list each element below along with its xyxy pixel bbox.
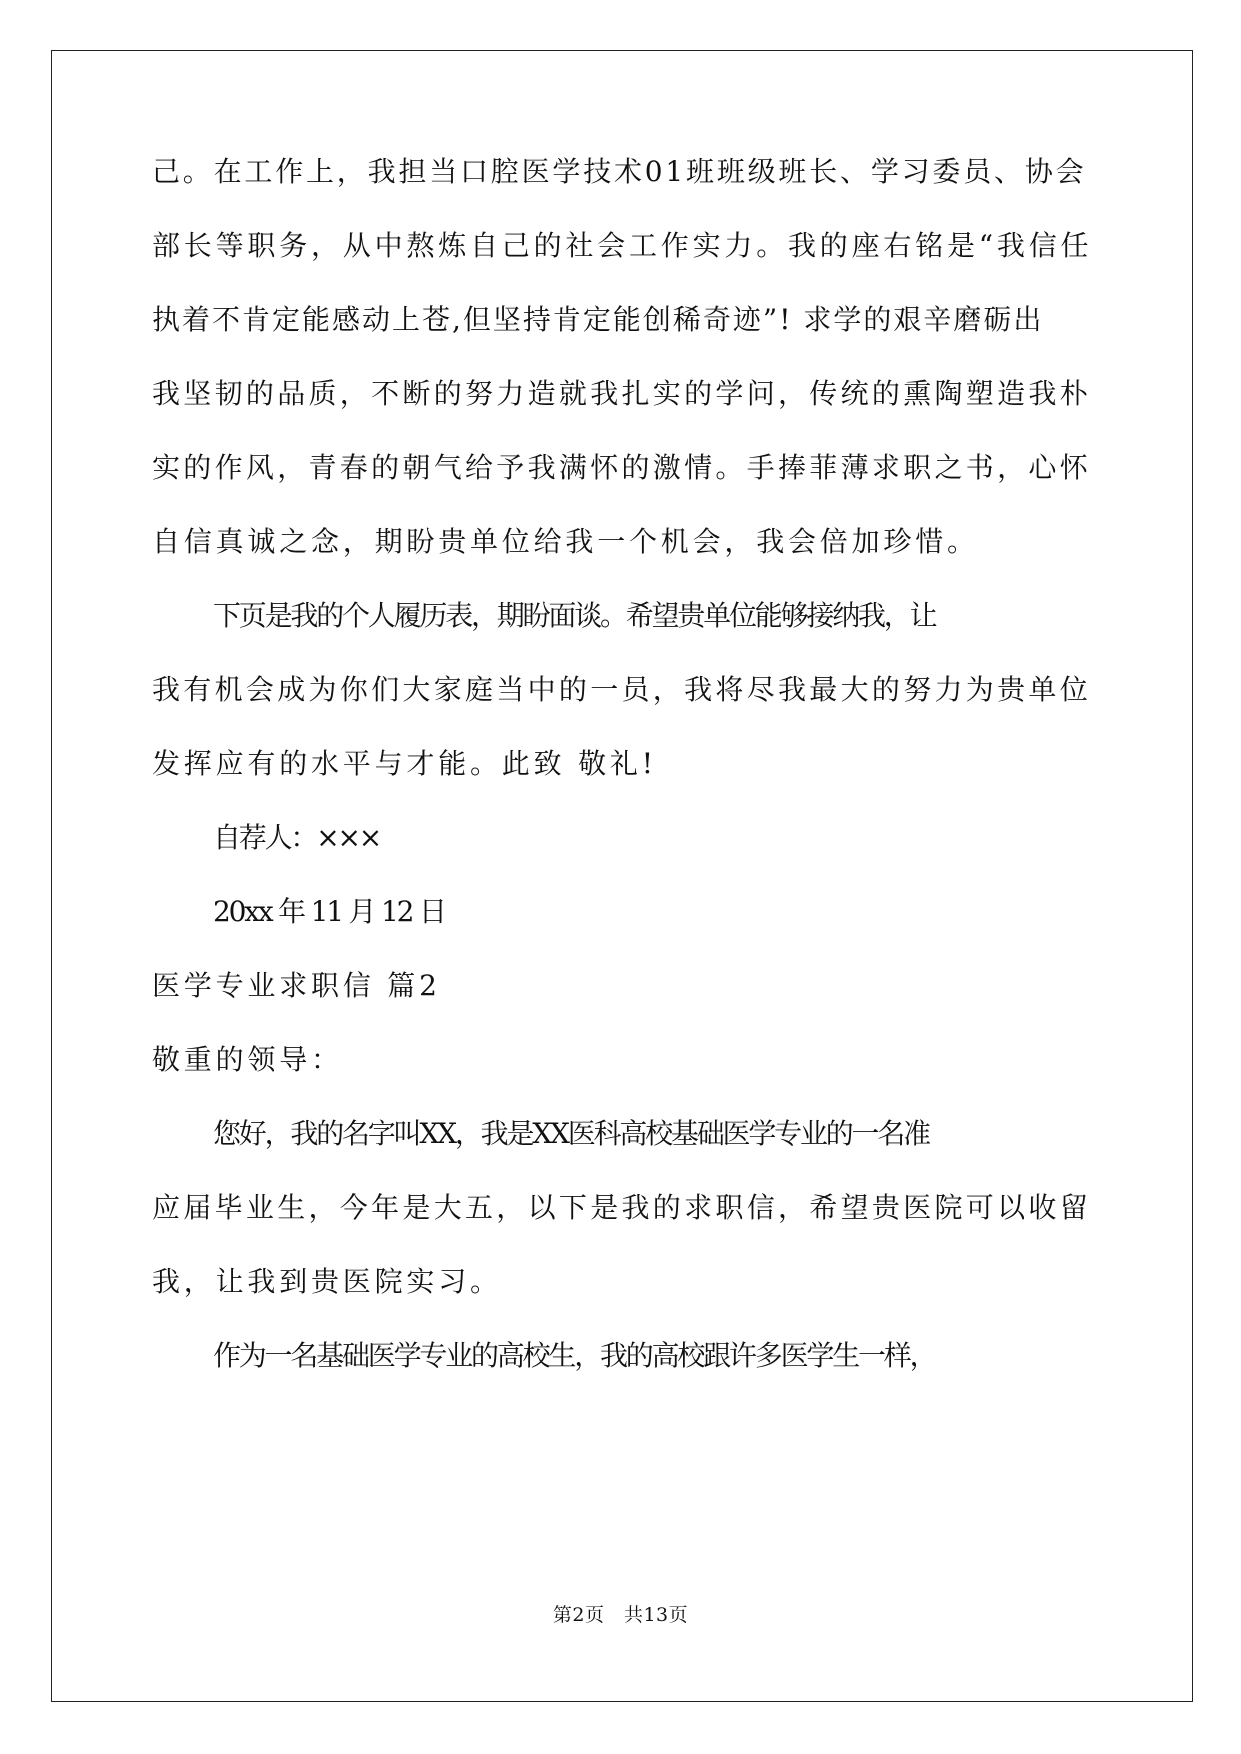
body-text-line: 下页是我的个人履历表，期盼面谈。希望贵单位能够接纳我，让 xyxy=(213,599,936,632)
section-heading: 医学专业求职信 篇2 xyxy=(152,969,441,1002)
page-number-footer: 第2页 共13页 xyxy=(552,1604,689,1626)
page-border xyxy=(51,50,1193,1702)
signature-line: 自荐人：××× xyxy=(213,821,380,854)
body-text-line: 部长等职务，从中熬炼自己的社会工作实力。我的座右铭是“我信任 xyxy=(152,229,1093,262)
body-text-line: 我坚韧的品质，不断的努力造就我扎实的学问，传统的熏陶塑造我朴 xyxy=(152,377,1092,410)
body-text-line: 我，让我到贵医院实习。 xyxy=(152,1265,502,1298)
body-text-line: 作为一名基础医学专业的高校生，我的高校跟许多医学生一样， xyxy=(213,1339,936,1372)
body-text-line: 执着不肯定能感动上苍,但坚持肯定能创稀奇迹”! 求学的艰辛磨砺出 xyxy=(152,303,1044,336)
body-text-line: 发挥应有的水平与才能。此致 敬礼! xyxy=(152,747,657,780)
body-text-line: 自信真诚之念，期盼贵单位给我一个机会，我会倍加珍惜。 xyxy=(152,525,979,558)
body-text-line: 己。在工作上，我担当口腔医学技术01班班级班长、学习委员、协会 xyxy=(152,155,1087,188)
body-text-line: 应届毕业生，今年是大五，以下是我的求职信，希望贵医院可以收留 xyxy=(152,1191,1092,1224)
body-text-line: 您好，我的名字叫XX，我是XX医科高校基础医学专业的一名准 xyxy=(213,1117,929,1150)
body-text-line: 我有机会成为你们大家庭当中的一员，我将尽我最大的努力为贵单位 xyxy=(152,673,1092,706)
body-text-line: 实的作风，青春的朝气给予我满怀的激情。手捧菲薄求职之书，心怀 xyxy=(152,451,1092,484)
date-line: 20xx 年 11 月 12 日 xyxy=(213,895,445,928)
salutation-line: 敬重的领导： xyxy=(152,1043,343,1076)
